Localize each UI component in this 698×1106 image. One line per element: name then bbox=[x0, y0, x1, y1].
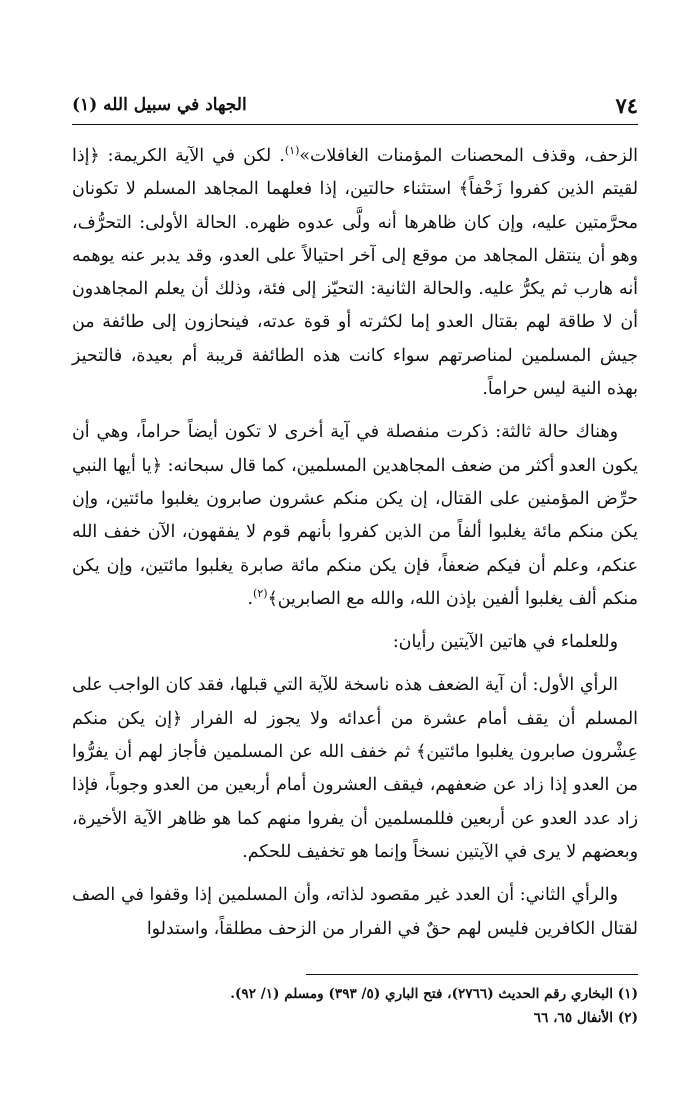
header-rule bbox=[72, 124, 638, 125]
footnote-1: (١) البخاري رقم الحديث (٢٧٦٦)، فتح الباري (٥/ ٣٩٣) ومسلم (١/ ٩٢). bbox=[230, 986, 638, 1002]
paragraph-text: والرأي الثاني: أن العدد غير مقصود لذاته، وأن المسلمين إذا وقفوا في الصف لقتال الكافرين فليس لهم حقٌ في الفرار من الزحف مطلقاً، واستدلوا bbox=[72, 885, 638, 939]
paragraph-tail: . لكن في الآية الكريمة: ﴿إذا لقيتم الذين كفروا زَحْفاً﴾ استثناء حالتين، إذا فعلهما المجاهد المسلم لا تكونان محرَّمتين عليه، وإن كان ظاهرها أنه ولَّى عدوه ظهره. الحالة الأولى: التحرُّف، وهو أن ينتقل المجاهد من موقع إلى آخر احتيالاً على العدو، وقد يدبر عنه يوهمه أنه هارب ثم يكرُّ عليه. والحالة الثانية: التحيّز إلى فئة، وذلك أن يعلم المجاهدون أن لا طاقة لهم بقتال العدو إما لكثرته أو قوة عدته، فينحازون إلى طائفة من جيش المسلمين لمناصرتهم سواء كانت هذه الطائفة قريبة أم بعيدة، فالتحيز بهذه النية ليس حراماً. bbox=[72, 146, 638, 400]
paragraph-text: الرأي الأول: أن آية الضعف هذه ناسخة للآية التي قبلها، فقد كان الواجب على المسلم أن يقف أمام عشرة من أعدائه ولا يجوز له الفرار ﴿إن يكن منكم عِشْرون صابرون يغلبوا مائتين﴾ ثم خفف الله عن المسلمين فأجاز لهم أن يفرُّوا من العدو إذا زاد عن ضعفهم، فيقف العشرون أمام أربعين من العدو وجوباً، فإذا زاد عدد العدو عن أربعين فللمسلمين أن يفروا منهم كما هو ظاهر الآية الأخيرة، وبعضهم لا يرى في الآيتين نسخاً وإنما هو تخفيف للحكم. bbox=[72, 675, 638, 862]
paragraph-text: وهناك حالة ثالثة: ذكرت منفصلة في آية أخرى لا تكون أيضاً حراماً، وهي أن يكون العدو أكثر من ضعف المجاهدين المسلمين، كما قال سبحانه: ﴿يا أيها النبي حرِّض المؤمنين على القتال، إن يكن منكم عشرون صابرون يغلبوا مائتين، وإن يكن منكم مائة يغلبوا ألفاً من الذين كفروا بأنهم قوم لا يفقهون، الآن خفف الله عنكم، وعلم أن فيكم ضعفاً، فإن يكن منكم مائة صابرة يغلبوا مائتين، وإن يكن منكم ألف يغلبوا ألفين بإذن الله، والله مع الصابرين﴾ bbox=[72, 422, 638, 609]
paragraph-4 bbox=[72, 669, 638, 869]
footnotes bbox=[72, 982, 638, 1030]
body-text bbox=[72, 140, 638, 946]
paragraph-2 bbox=[72, 416, 638, 616]
paragraph-3 bbox=[72, 626, 638, 659]
footnote-2: (٢) الأنفال ٦٥، ٦٦ bbox=[533, 1010, 638, 1026]
page-number: ٧٤ bbox=[615, 92, 638, 118]
paragraph-1 bbox=[72, 140, 638, 406]
paragraph-tail: . bbox=[247, 588, 254, 609]
footnote-separator bbox=[306, 974, 638, 975]
footnote-ref-2[interactable]: (٢) bbox=[253, 587, 268, 601]
paragraph-text: وللعلماء في هاتين الآيتين رأيان: bbox=[392, 632, 618, 653]
footnote-ref-1[interactable]: (١) bbox=[284, 144, 300, 158]
page-header bbox=[72, 92, 638, 118]
paragraph-5 bbox=[72, 879, 638, 946]
book-page bbox=[72, 0, 638, 1106]
paragraph-text: الزحف، وقذف المحصنات المؤمنات الغافلات» bbox=[299, 146, 638, 166]
running-title: الجهاد في سبيل الله (١) bbox=[72, 95, 247, 115]
